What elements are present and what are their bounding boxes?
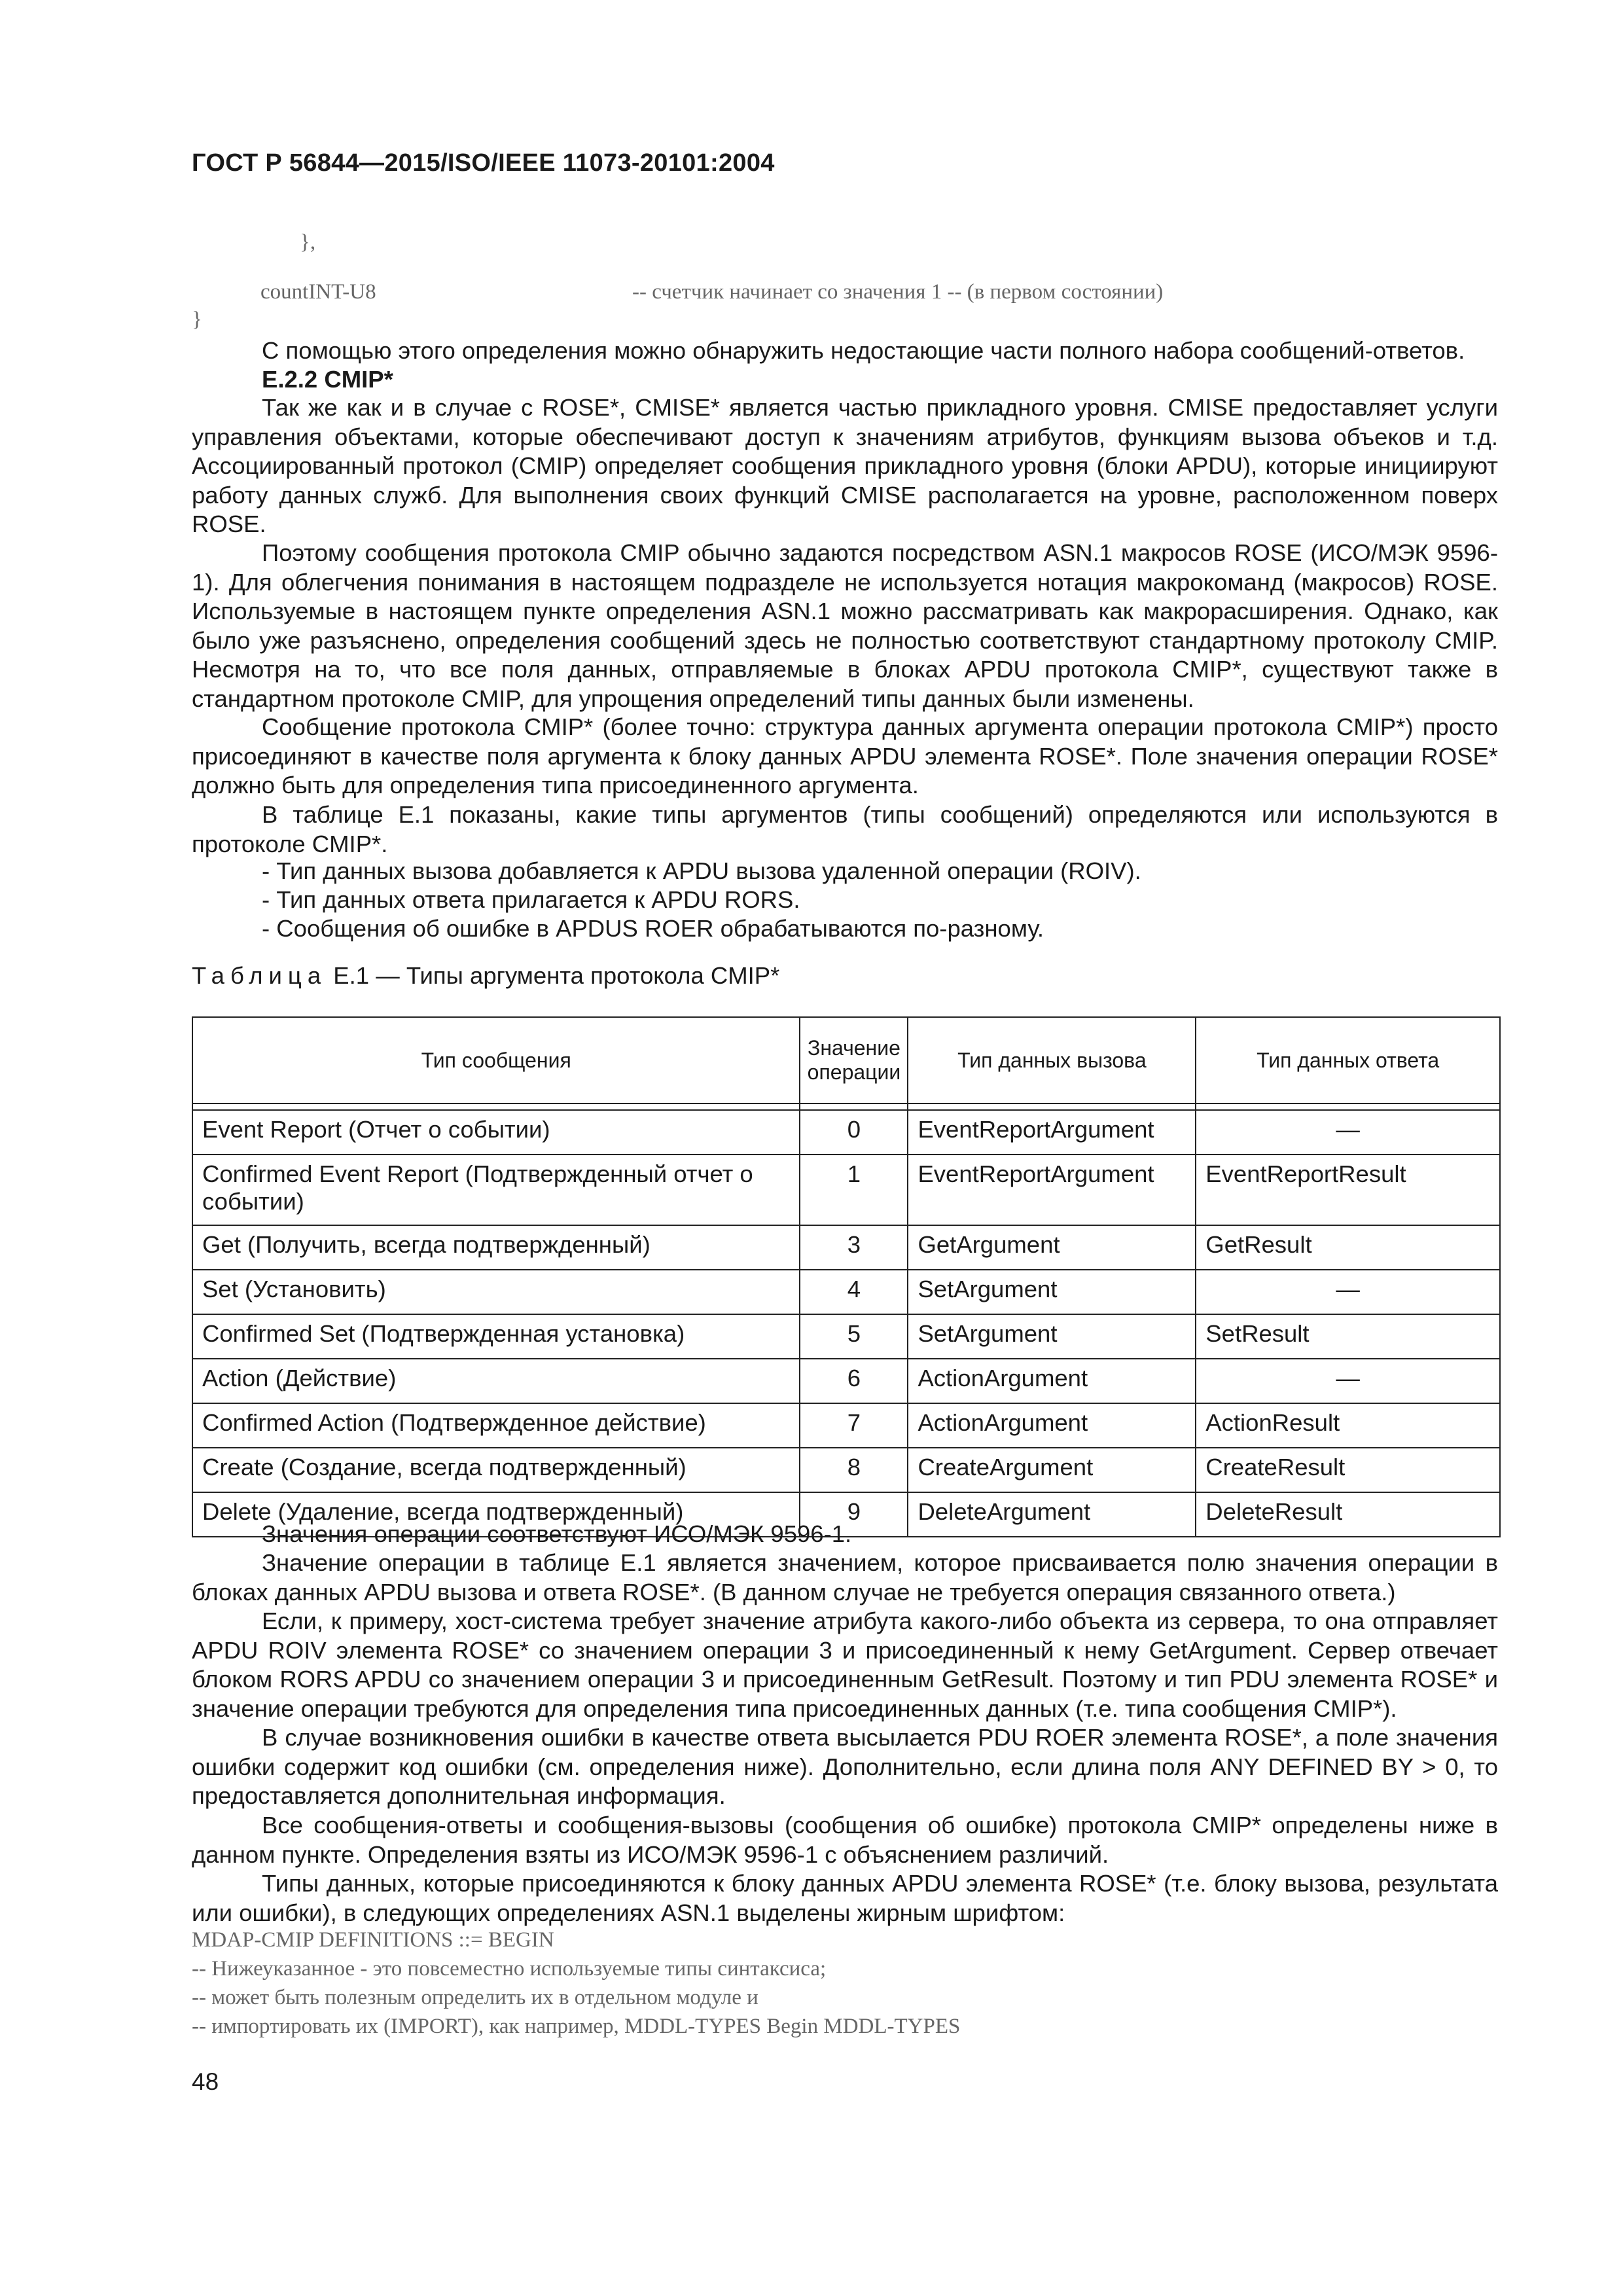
paragraph: В таблице E.1 показаны, какие типы аргументов (типы сообщений) определяются или используются в протоколе CMIP*. <box>192 801 1498 857</box>
column-header: Тип данных вызова <box>908 1017 1196 1103</box>
table-cell: 8 <box>800 1448 908 1492</box>
table-row <box>192 1155 1500 1225</box>
table-caption-text: E.1 — Типы аргумента протокола CMIP* <box>327 962 780 989</box>
table-cell: Create (Создание, всегда подтвержденный) <box>192 1448 800 1492</box>
code-line: -- импортировать их (IMPORT), как например, MDDL-TYPES Begin MDDL-TYPES <box>192 2015 961 2038</box>
table-row <box>192 1110 1500 1155</box>
document-header: ГОСТ Р 56844—2015/ISO/IEEE 11073-20101:2004 <box>192 149 775 177</box>
table-header-separator <box>192 1103 1500 1110</box>
table-row <box>192 1403 1500 1448</box>
table-cell: SetResult <box>1196 1314 1500 1359</box>
table-header-row <box>192 1017 1500 1103</box>
table-cell: 4 <box>800 1270 908 1314</box>
table-cell: CreateResult <box>1196 1448 1500 1492</box>
table-cell: 7 <box>800 1403 908 1448</box>
table-cell: Confirmed Action (Подтвержденное действие) <box>192 1403 800 1448</box>
paragraph: Сообщение протокола CMIP* (более точно: структура данных аргумента операции протокола CMIP*) просто присоединяют в качестве поля аргумента к блоку данных APDU элемента ROSE*. Поле значения операции ROSE* должно быть для определения типа присоединенного аргумента. <box>192 713 1498 798</box>
paragraph: Поэтому сообщения протокола CMIP обычно задаются посредством ASN.1 макросов ROSE (ИСО/МЭК 9596-1). Для облегчения понимания в настоящем подразделе не используется нотация макрокоманд (макросов) ROSE. Используемые в настоящем пункте определения ASN.1 можно рассматривать как макрорасширения. Однако, как было уже разъяснено, определения сообщений здесь не полностью соответствуют стандартному протоколу CMIP. Несмотря на то, что все поля данных, отправляемые в блоках APDU протокола CMIP*, существуют также в стандартном протоколе CMIP, для упрощения определений типы данных были изменены. <box>192 539 1498 712</box>
code-line: -- может быть полезным определить их в отдельном модуле и <box>192 1986 758 2009</box>
table-cell: ActionArgument <box>908 1359 1196 1403</box>
table-cell: — <box>1196 1270 1500 1314</box>
table-cell: 0 <box>800 1110 908 1155</box>
table-cell: Event Report (Отчет о событии) <box>192 1110 800 1155</box>
intro-text: С помощью этого определения можно обнаружить недостающие части полного набора сообщений-ответов. <box>262 337 1465 364</box>
table-cell: — <box>1196 1110 1500 1155</box>
bullet-item: - Тип данных ответа прилагается к APDU RORS. <box>262 886 800 913</box>
table-row <box>192 1359 1500 1403</box>
table-caption <box>192 962 779 990</box>
column-header: Тип данных ответа <box>1196 1017 1500 1103</box>
table-cell: CreateArgument <box>908 1448 1196 1492</box>
table-cell: ActionArgument <box>908 1403 1196 1448</box>
table-cell: 1 <box>800 1155 908 1225</box>
table-cell: SetArgument <box>908 1314 1196 1359</box>
column-header: Значение операции <box>800 1017 908 1103</box>
code-line: -- Нижеуказанное - это повсеместно используемые типы синтаксиса; <box>192 1957 827 1981</box>
bullet-item: - Сообщения об ошибке в APDUS ROER обрабатываются по-разному. <box>262 915 1044 942</box>
table-cell: EventReportArgument <box>908 1155 1196 1225</box>
code-field-name: countINT-U8 <box>260 280 376 304</box>
table-cell: Get (Получить, всегда подтвержденный) <box>192 1225 800 1270</box>
table-cell: ActionResult <box>1196 1403 1500 1448</box>
paragraph: В случае возникновения ошибки в качестве ответа высылается PDU ROER элемента ROSE*, а поле значения ошибки содержит код ошибки (см. определения ниже). Дополнительно, если длина поля ANY DEFINED BY > 0, то предоставляется дополнительная информация. <box>192 1724 1498 1809</box>
table-cell: Confirmed Event Report (Подтвержденный отчет о событии) <box>192 1155 800 1225</box>
table-cell: — <box>1196 1359 1500 1403</box>
code-line: MDAP-CMIP DEFINITIONS ::= BEGIN <box>192 1928 554 1952</box>
table-cell: 3 <box>800 1225 908 1270</box>
table-cell: EventReportResult <box>1196 1155 1500 1225</box>
table-row <box>192 1270 1500 1314</box>
cmip-argument-table <box>192 1016 1501 1537</box>
table-cell: Set (Установить) <box>192 1270 800 1314</box>
paragraph: Значение операции в таблице E.1 является значением, которое присваивается полю значения операции в блоках данных APDU вызова и ответа ROSE*. (В данном случае не требуется операция связанного ответа.) <box>192 1549 1498 1605</box>
table-cell: DeleteResult <box>1196 1492 1500 1537</box>
bullet-item: - Тип данных вызова добавляется к APDU вызова удаленной операции (ROIV). <box>262 857 1141 884</box>
table-cell: Delete (Удаление, всегда подтвержденный) <box>192 1492 800 1537</box>
table-cell: DeleteArgument <box>908 1492 1196 1537</box>
paragraph: Так же как и в случае с ROSE*, CMISE* является частью прикладного уровня. CMISE предоставляет услуги управления объектами, которые обеспечивают доступ к значениям атрибутов, функциям вызова объеков и т.д. Ассоциированный протокол (CMIP) определяет сообщения прикладного уровня (блоки APDU), которые инициируют работу данных служб. Для выполнения своих функций CMISE располагается на уровне, расположенном поверх ROSE. <box>192 394 1498 537</box>
table-cell: 9 <box>800 1492 908 1537</box>
code-close-brace-outer: } <box>192 308 202 331</box>
table-row <box>192 1225 1500 1270</box>
code-field-comment: -- счетчик начинает со значения 1 -- (в первом состоянии) <box>632 280 1164 304</box>
column-header: Тип сообщения <box>192 1017 800 1103</box>
table-cell: Confirmed Set (Подтвержденная установка) <box>192 1314 800 1359</box>
table-cell: GetArgument <box>908 1225 1196 1270</box>
code-close-brace: }, <box>300 230 316 254</box>
paragraph: Все сообщения-ответы и сообщения-вызовы (сообщения об ошибке) протокола CMIP* определены ниже в данном пункте. Определения взяты из ИСО/МЭК 9596-1 с объяснением различий. <box>192 1812 1498 1868</box>
paragraph: Значения операции соответствуют ИСО/МЭК 9596-1. <box>262 1520 852 1547</box>
paragraph: Если, к примеру, хост-система требует значение атрибута какого-либо объекта из сервера, то она отправляет APDU ROIV элемента ROSE* со значением операции 3 и присоединенный к нему GetArgument. Сервер отвечает блоком RORS APDU со значением операции 3 и присоединенным GetResult. Поэтому и тип PDU элемента ROSE* и значение операции требуются для определения типа присоединенных данных (т.е. типа сообщения CMIP*). <box>192 1607 1498 1722</box>
table-cell: GetResult <box>1196 1225 1500 1270</box>
table-cell: SetArgument <box>908 1270 1196 1314</box>
table-row <box>192 1448 1500 1492</box>
table-cell: EventReportArgument <box>908 1110 1196 1155</box>
table-row <box>192 1314 1500 1359</box>
paragraph: Типы данных, которые присоединяются к блоку данных APDU элемента ROSE* (т.е. блоку вызова, результата или ошибки), в следующих определениях ASN.1 выделены жирным шрифтом: <box>192 1870 1498 1926</box>
table-cell: 6 <box>800 1359 908 1403</box>
table-caption-prefix: Таблица <box>192 962 327 989</box>
table-cell: 5 <box>800 1314 908 1359</box>
section-heading: E.2.2 CMIP* <box>262 366 393 393</box>
page-number: 48 <box>192 2068 219 2095</box>
table-cell: Action (Действие) <box>192 1359 800 1403</box>
